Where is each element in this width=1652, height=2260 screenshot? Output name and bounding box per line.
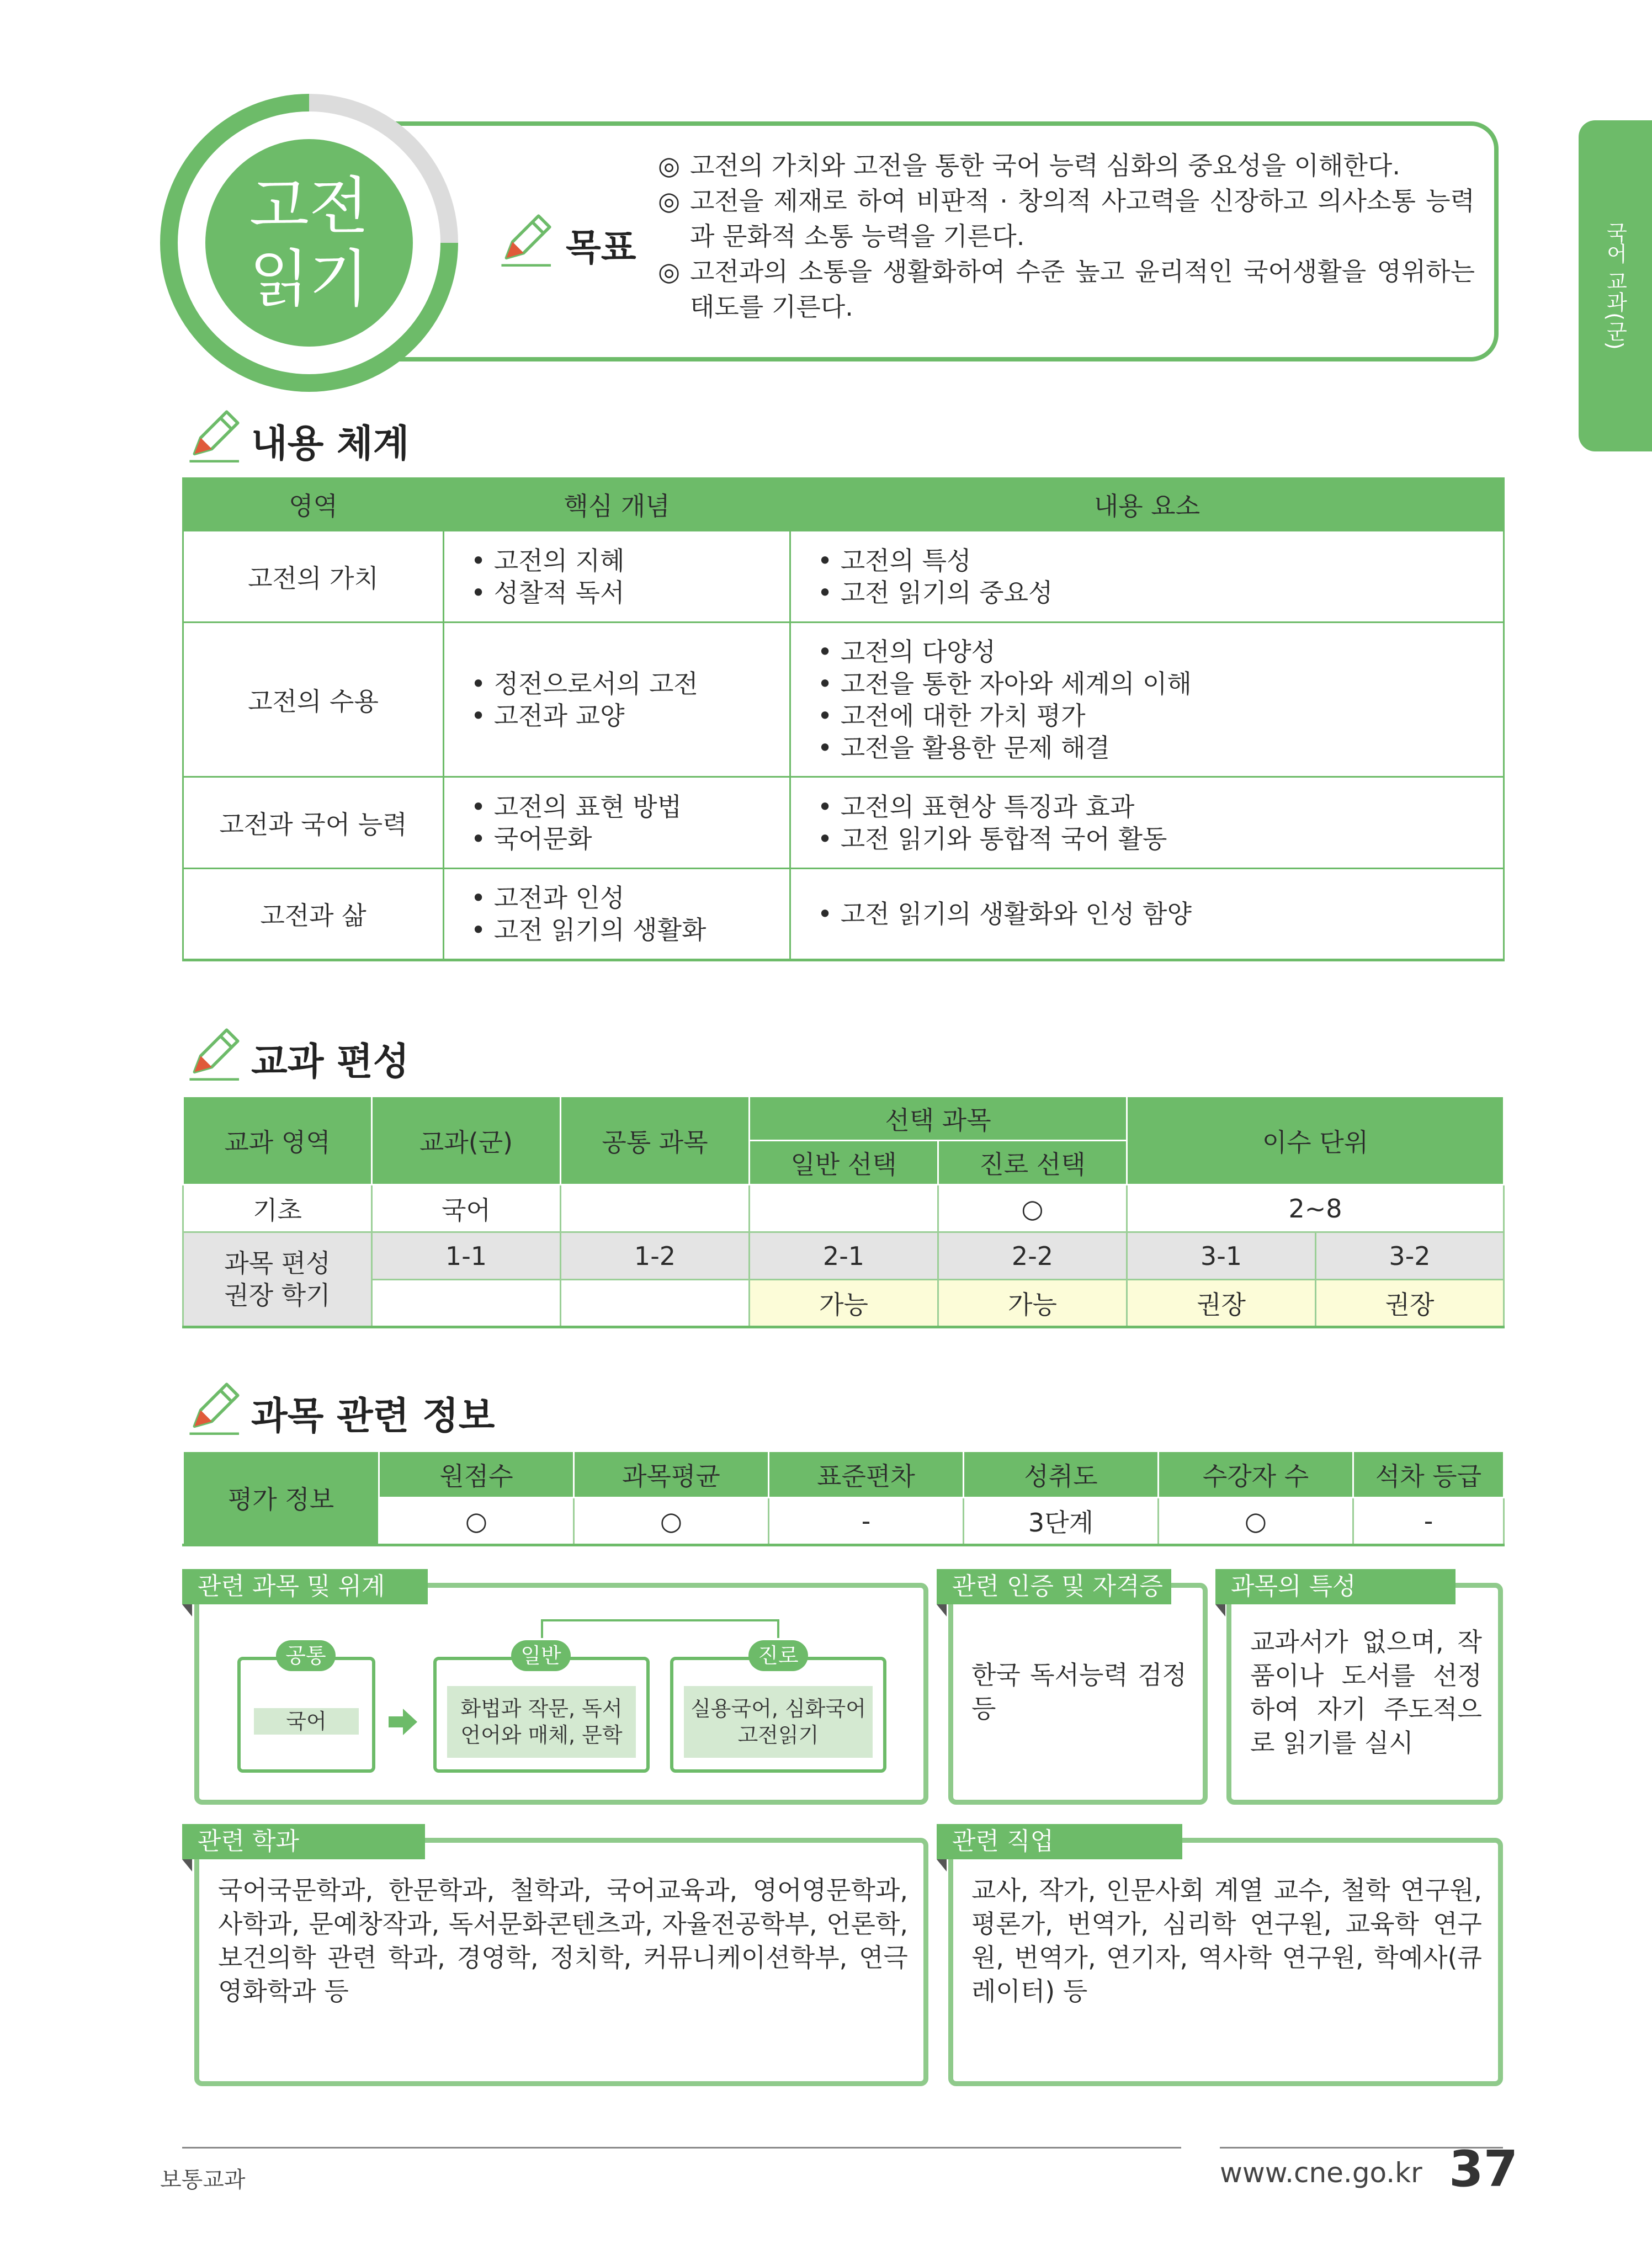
section-heading-content: 내용 체계 <box>251 422 410 466</box>
common-subject: 국어 <box>254 1708 359 1735</box>
concept-cell: • 고전의 지혜 • 성찰적 독서 <box>444 531 790 623</box>
footer-divider <box>182 2147 1181 2149</box>
column-header: 일반 선택 <box>750 1141 938 1185</box>
element-cell: • 고전의 표현상 특징과 효과 • 고전 읽기와 통합적 국어 활동 <box>790 777 1504 869</box>
page-title-line2: 읽기 <box>249 243 369 315</box>
column-header: 표준편차 <box>769 1451 964 1498</box>
career-badge: 진로 <box>748 1640 808 1671</box>
element-cell: • 고전의 특성 • 고전 읽기의 중요성 <box>790 531 1504 623</box>
common-badge: 공통 <box>276 1640 336 1671</box>
career-subjects: 실용국어, 심화국어 고전읽기 <box>684 1686 873 1758</box>
column-header: 수강자 수 <box>1159 1451 1353 1498</box>
evaluation-label: 평가 정보 <box>183 1451 379 1545</box>
column-header: 핵심 개념 <box>444 478 790 531</box>
jobs-text: 교사, 작가, 인문사회 계열 교수, 철학 연구원, 평론가, 번역가, 심리학 연구원, 교육학 연구원, 번역가, 연기자, 역사학 연구원, 학예사(큐레이터) 등 <box>971 1875 1482 2006</box>
concept-cell: • 고전의 표현 방법 • 국어문화 <box>444 777 790 869</box>
table-row: 기초 국어 ○ 2~8 <box>183 1185 1504 1232</box>
element-cell: • 고전의 다양성 • 고전을 통한 자아와 세계의 이해 • 고전에 대한 가치 평가 • 고전을 활용한 문제 해결 <box>790 623 1504 777</box>
general-subjects: 화법과 작문, 독서 언어와 매체, 문학 <box>447 1686 636 1758</box>
semester-label: 과목 편성 권장 학기 <box>183 1232 372 1327</box>
area-cell: 고전과 삶 <box>183 869 444 960</box>
table-row: ○ ○ - 3단계 ○ - <box>183 1498 1504 1545</box>
area-cell: 고전의 가치 <box>183 531 444 623</box>
page-title <box>205 139 413 347</box>
general-badge: 일반 <box>511 1640 571 1671</box>
goal-item: ◎ 고전을 제재로 하여 비판적 · 창의적 사고력을 신장하고 의사소통 능력과 문화적 소통 능력을 기른다. <box>658 183 1475 254</box>
curriculum-table <box>182 1096 1505 1328</box>
content-system-table <box>182 477 1505 961</box>
table-row: 가능 가능 권장 권장 <box>183 1280 1504 1327</box>
departments-text: 국어국문학과, 한문학과, 철학과, 국어교육과, 영어영문학과, 사학과, 문예창작과, 독서문화콘텐츠과, 자율전공학부, 언론학, 보건의학 관련 학과, 경영학, 정치학, 커뮤니케이션학부, 연극영화학과 등 <box>218 1875 908 2006</box>
characteristics-title: 과목의 특성 <box>1215 1569 1456 1604</box>
goal-list <box>658 148 1475 325</box>
table-row <box>183 777 1504 869</box>
footer-url[interactable]: www.cne.go.kr <box>1220 2157 1422 2189</box>
section-heading-subject-info: 과목 관련 정보 <box>251 1395 495 1438</box>
column-header: 석차 등급 <box>1353 1451 1504 1498</box>
column-header: 교과 영역 <box>183 1097 372 1185</box>
footer-section-label: 보통교과 <box>160 2167 246 2193</box>
section-heading-curriculum: 교과 편성 <box>251 1040 410 1084</box>
area-cell: 고전과 국어 능력 <box>183 777 444 869</box>
column-header: 진로 선택 <box>938 1141 1127 1185</box>
characteristics-text: 교과서가 없으며, 작품이나 도서를 선정하여 자기 주도적으로 읽기를 실시 <box>1250 1627 1482 1758</box>
table-row <box>183 531 1504 623</box>
evaluation-table <box>182 1450 1505 1546</box>
departments-title: 관련 학과 <box>182 1824 425 1859</box>
table-row: 과목 편성 권장 학기 1-1 1-2 2-1 2-2 3-1 3-2 <box>183 1232 1504 1280</box>
arrow-right-icon <box>386 1705 419 1738</box>
certification-text: 한국 독서능력 검정 등 <box>971 1660 1187 1724</box>
certification-title: 관련 인증 및 자격증 <box>937 1569 1171 1604</box>
column-header: 이수 단위 <box>1127 1097 1504 1185</box>
column-header: 내용 요소 <box>790 478 1504 531</box>
page-number: 37 <box>1449 2140 1518 2198</box>
page-title-line1: 고전 <box>249 171 369 242</box>
double-circle-icon: ◎ <box>658 151 681 180</box>
hierarchy-connector <box>541 1617 779 1639</box>
pencil-icon <box>494 210 556 272</box>
table-row <box>183 869 1504 960</box>
pencil-icon <box>182 1024 244 1086</box>
column-header: 공통 과목 <box>561 1097 750 1185</box>
table-row <box>183 623 1504 777</box>
goal-item: ◎ 고전의 가치와 고전을 통한 국어 능력 심화의 중요성을 이해한다. <box>658 148 1475 183</box>
double-circle-icon: ◎ <box>658 257 681 286</box>
jobs-title: 관련 직업 <box>937 1824 1182 1859</box>
column-header: 원점수 <box>379 1451 574 1498</box>
column-header: 성취도 <box>964 1451 1159 1498</box>
goal-item: ◎ 고전과의 소통을 생활화하여 수준 높고 윤리적인 국어생활을 영위하는 태도를 기른다. <box>658 254 1475 325</box>
area-cell: 고전의 수용 <box>183 623 444 777</box>
column-header: 영역 <box>183 478 444 531</box>
concept-cell: • 고전과 인성 • 고전 읽기의 생활화 <box>444 869 790 960</box>
goal-label: 목표 <box>566 226 636 269</box>
pencil-icon <box>182 406 244 467</box>
related-subjects-title: 관련 과목 및 위계 <box>182 1569 428 1604</box>
double-circle-icon: ◎ <box>658 186 681 216</box>
column-header: 교과(군) <box>372 1097 561 1185</box>
concept-cell: • 정전으로서의 고전 • 고전과 교양 <box>444 623 790 777</box>
pencil-icon <box>182 1378 244 1440</box>
column-header: 과목평균 <box>574 1451 769 1498</box>
element-cell: • 고전 읽기의 생활화와 인성 함양 <box>790 869 1504 960</box>
side-tab-label: 국어 교과(군) <box>1603 222 1627 350</box>
column-header: 선택 과목 <box>750 1097 1127 1141</box>
